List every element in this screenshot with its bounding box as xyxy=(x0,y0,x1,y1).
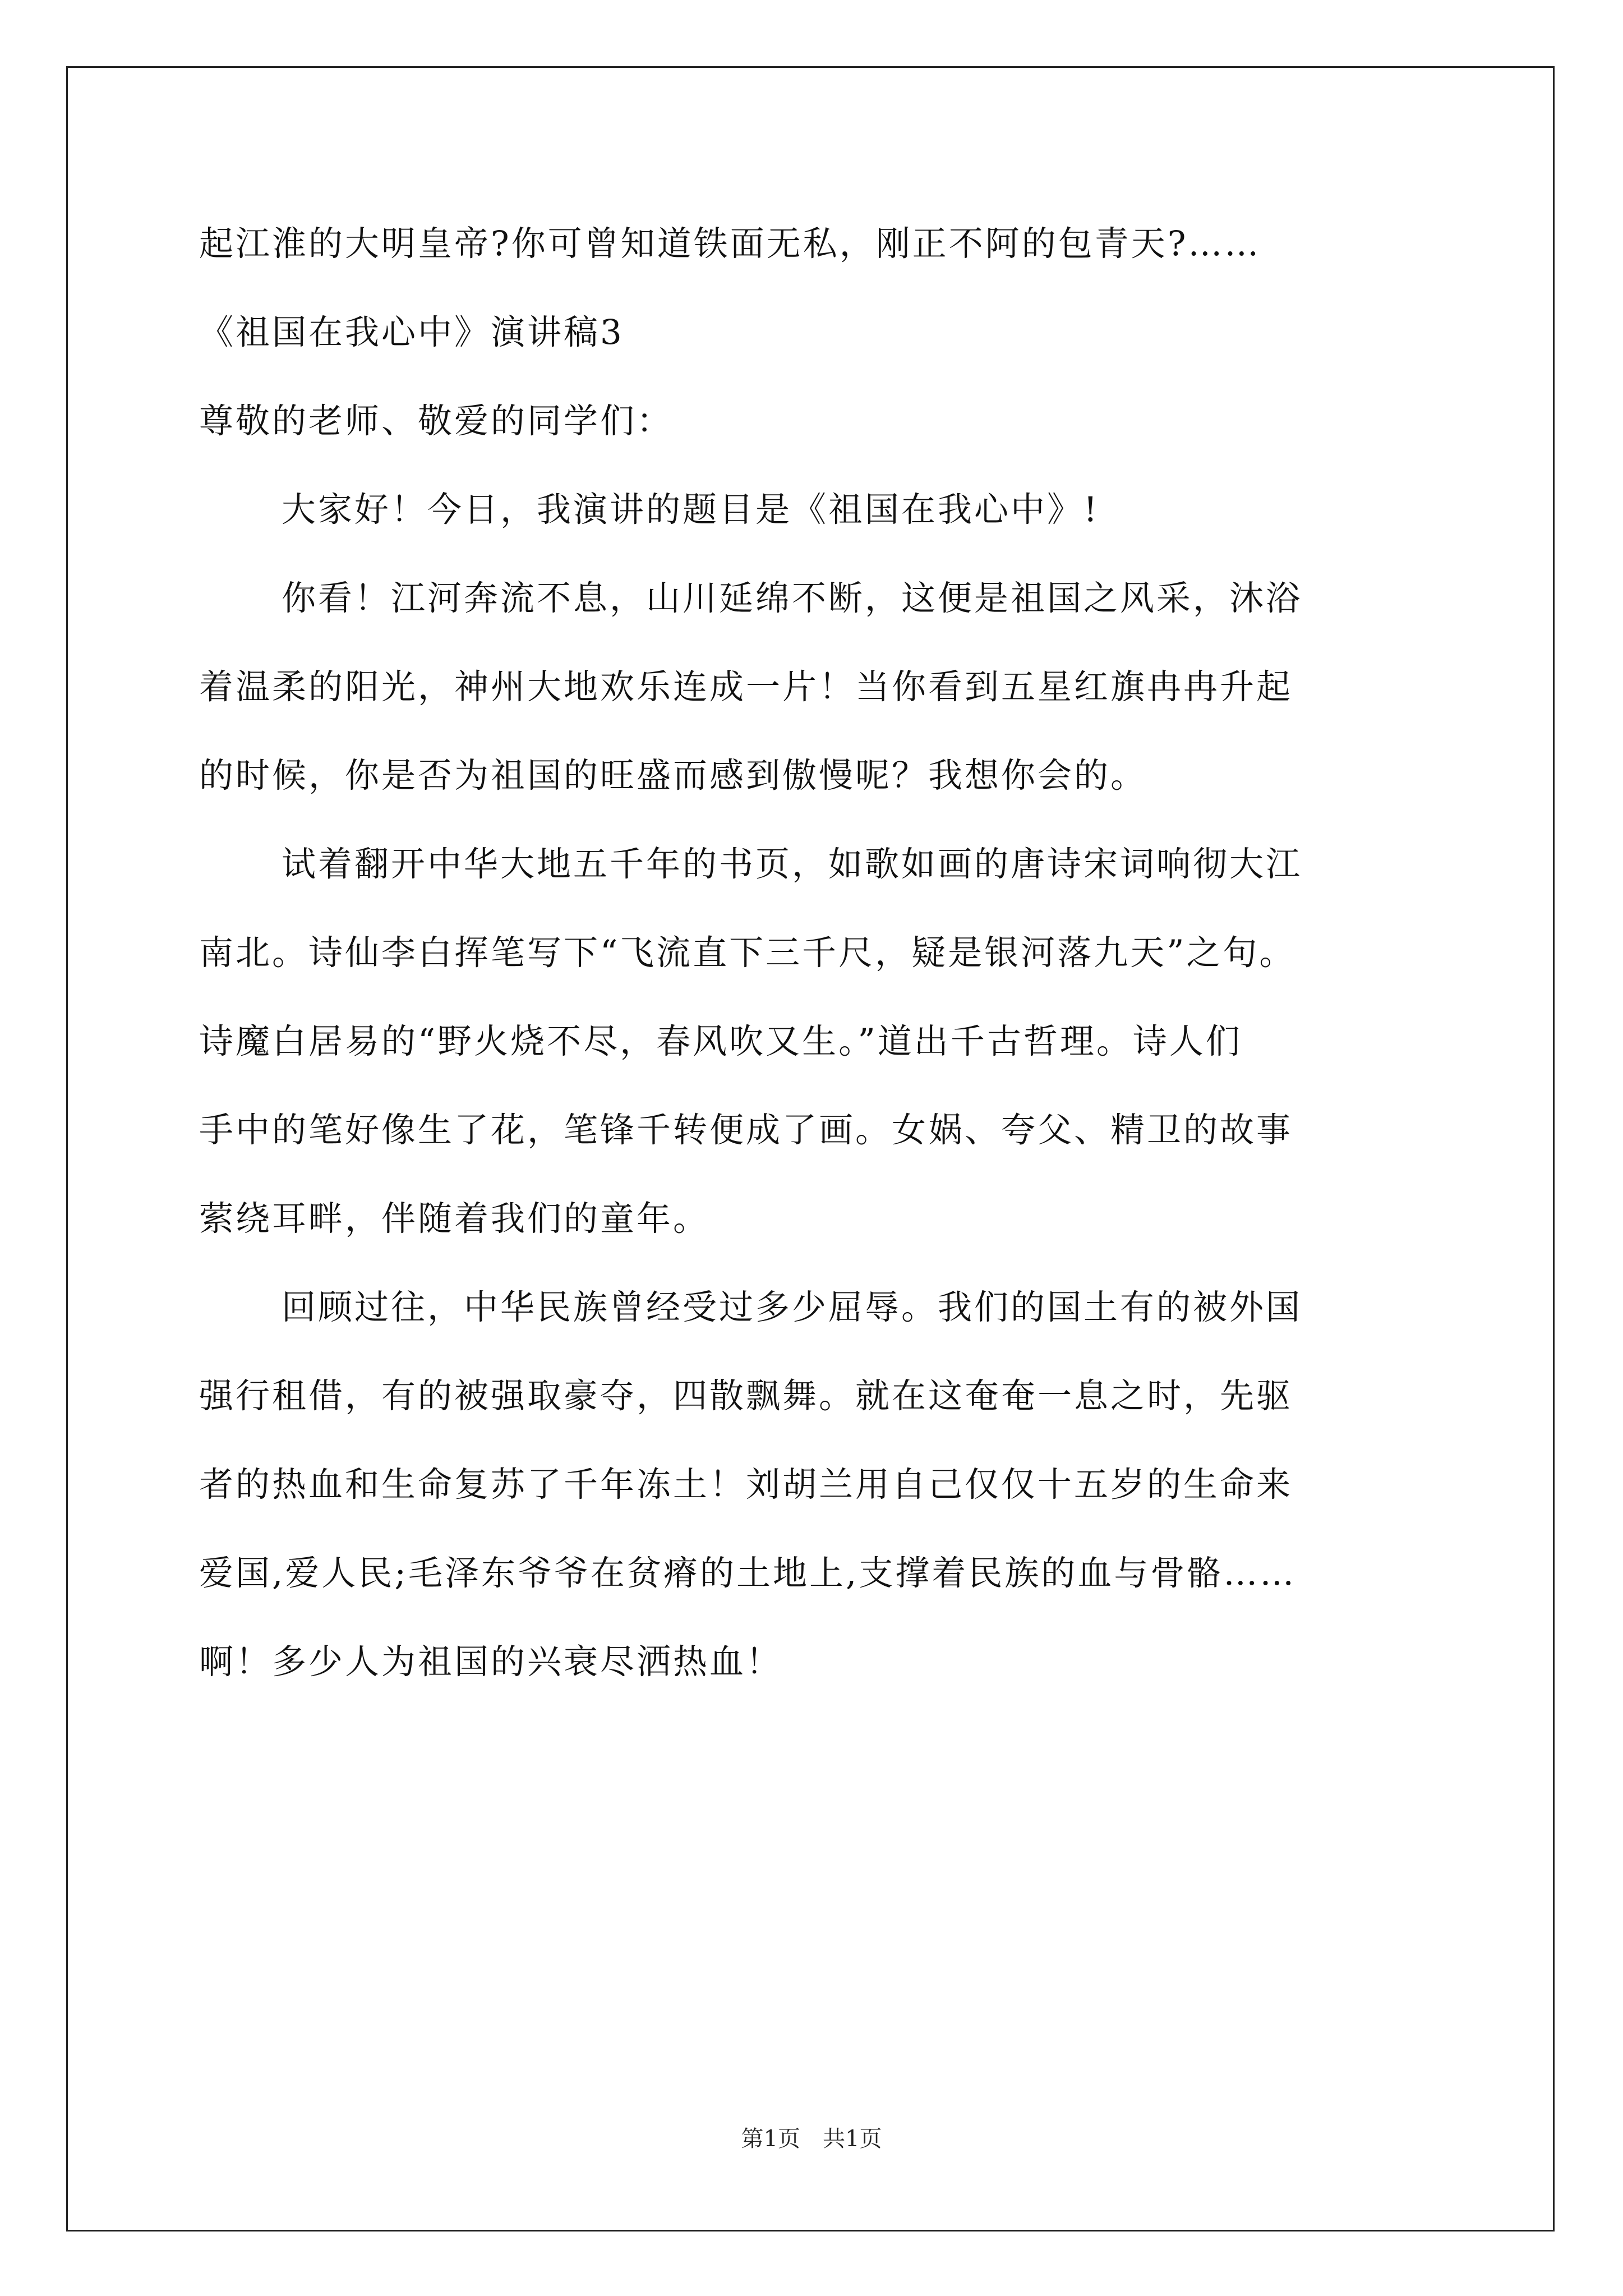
text-line: 起江淮的大明皇帝?你可曾知道铁面无私，刚正不阿的包青天?…… xyxy=(199,224,1261,264)
speech-title: 《祖国在我心中》演讲稿3 xyxy=(199,312,624,352)
paragraph-line: 着温柔的阳光，神州大地欢乐连成一片！当你看到五星红旗冉冉升起 xyxy=(199,667,1293,707)
paragraph-line: 南北。诗仙李白挥笔写下“飞流直下三千尺，疑是银河落九天”之句。 xyxy=(199,933,1296,973)
paragraph-line: 大家好！今日，我演讲的题目是《祖国在我心中》! xyxy=(282,490,1100,530)
paragraph-line: 试着翻开中华大地五千年的书页，如歌如画的唐诗宋词响彻大江 xyxy=(282,844,1303,884)
paragraph-line: 的时候，你是否为祖国的旺盛而感到傲慢呢？我想你会的。 xyxy=(199,756,1147,795)
paragraph-line: 强行租借，有的被强取豪夺，四散飘舞。就在这奄奄一息之时，先驱 xyxy=(199,1376,1293,1416)
paragraph-line: 啊！多少人为祖国的兴衰尽洒热血！ xyxy=(199,1642,783,1682)
paragraph-line: 者的热血和生命复苏了千年冻土！刘胡兰用自己仅仅十五岁的生命来 xyxy=(199,1465,1293,1504)
paragraph-line: 手中的笔好像生了花，笔锋千转便成了画。女娲、夸父、精卫的故事 xyxy=(199,1110,1293,1150)
paragraph-line: 回顾过往，中华民族曾经受过多少屈辱。我们的国土有的被外国 xyxy=(282,1287,1303,1327)
paragraph-line: 你看！江河奔流不息，山川延绵不断，这便是祖国之风采，沐浴 xyxy=(282,578,1303,618)
page-number-footer: 第1页 共1页 xyxy=(741,2126,882,2152)
paragraph-line: 爱国,爱人民;毛泽东爷爷在贫瘠的土地上,支撑着民族的血与骨骼…… xyxy=(199,1553,1297,1593)
paragraph-line: 诗魔白居易的“野火烧不尽，春风吹又生。”道出千古哲理。诗人们 xyxy=(199,1022,1242,1061)
paragraph-line: 萦绕耳畔，伴随着我们的童年。 xyxy=(199,1199,710,1239)
salutation: 尊敬的老师、敬爱的同学们： xyxy=(199,401,674,441)
